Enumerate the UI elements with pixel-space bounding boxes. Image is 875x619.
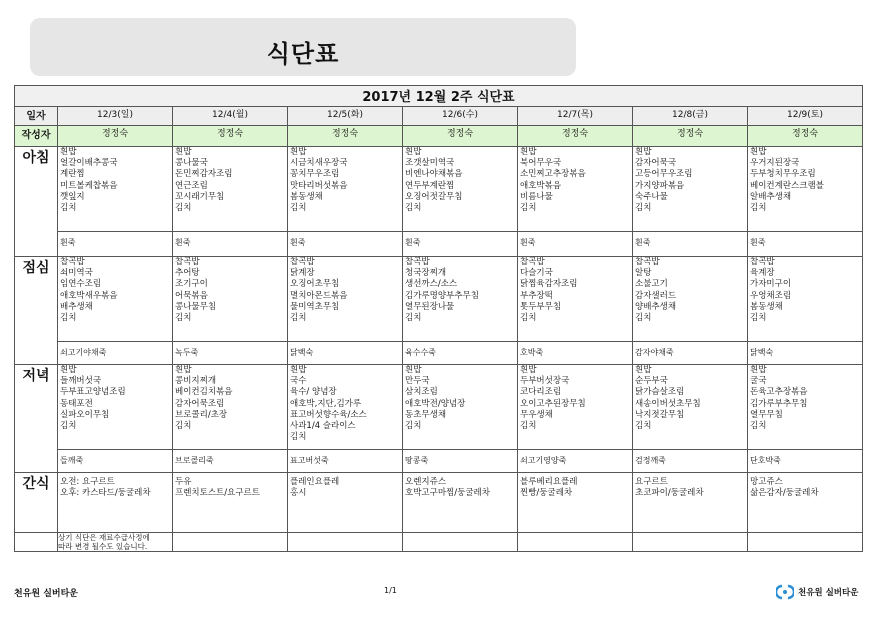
- menu-item: 맛타리버섯볶음: [290, 180, 348, 191]
- snack-cell: [58, 473, 173, 533]
- porridge-cell: 브로콜리죽: [173, 450, 288, 473]
- menu-item: 열무된장나물: [405, 301, 455, 312]
- menu-item: 요구르트: [635, 477, 668, 487]
- footer-org: 천유원 실버타운: [14, 589, 78, 599]
- menu-item: 김치: [635, 313, 652, 324]
- date-cell: 12/6(수): [403, 107, 518, 126]
- menu-item: 김치: [175, 421, 192, 432]
- menu-item: 육계장: [750, 268, 775, 279]
- menu-item: 계란찜: [60, 169, 85, 180]
- menu-cell: [518, 147, 633, 232]
- porridge-cell: 쇠고기영양죽: [518, 450, 633, 473]
- menu-item: 찐빵/둥굴레차: [520, 488, 573, 499]
- menu-item: 김치: [520, 313, 537, 324]
- menu-item: 김치: [60, 203, 77, 214]
- menu-item: 김치: [520, 203, 537, 214]
- menu-item: 국수: [290, 376, 307, 387]
- menu-cell: [288, 365, 403, 450]
- porridge-cell: 들깨죽: [58, 450, 173, 473]
- menu-item: 얼갈이배추콩국: [60, 158, 118, 169]
- note-empty: [288, 533, 403, 552]
- menu-item: 소민찌고추장볶음: [520, 169, 586, 180]
- note-empty: [173, 533, 288, 552]
- menu-item: 김치: [635, 203, 652, 214]
- menu-item: 어묵볶음: [175, 290, 208, 301]
- menu-item: 다슬기국: [520, 268, 553, 279]
- menu-item: 동초무생채: [405, 409, 447, 420]
- menu-item: 부추장떡: [520, 290, 553, 301]
- porridge-cell: 흰죽: [58, 232, 173, 257]
- meal-label-lunch: 점심: [15, 257, 58, 365]
- menu-item: 김치: [405, 421, 422, 432]
- menu-item: 닭계장: [290, 268, 315, 279]
- menu-cell: [748, 257, 863, 342]
- menu-item: 베이컨계란스크램블: [750, 180, 824, 191]
- menu-item: 흰밥: [635, 147, 652, 157]
- menu-item: 김치: [405, 203, 422, 214]
- menu-item: 흰밥: [405, 365, 422, 375]
- menu-item: 김치: [750, 421, 767, 432]
- menu-item: 꽁치무우조림: [290, 169, 340, 180]
- date-cell: 12/5(화): [288, 107, 403, 126]
- menu-item: 콩나물무침: [175, 301, 217, 312]
- table-title: 2017년 12월 2주 식단표: [15, 86, 863, 107]
- menu-item: 흰밥: [750, 147, 767, 157]
- date-cell: 12/7(목): [518, 107, 633, 126]
- menu-item: 김치: [175, 203, 192, 214]
- menu-item: 애호박볶음: [520, 180, 562, 191]
- menu-item: 두부청치무우조림: [750, 169, 816, 180]
- logo-icon: [776, 584, 794, 600]
- menu-item: 두유: [175, 477, 192, 487]
- menu-cell: [288, 147, 403, 232]
- menu-item: 찹곡밥: [175, 257, 200, 267]
- menu-item: 감자어묵국: [635, 158, 677, 169]
- menu-item: 소불고기: [635, 279, 668, 290]
- menu-item: 두부버섯장국: [520, 376, 570, 387]
- menu-item: 생선까스/소스: [405, 279, 458, 290]
- menu-item: 쇠미역국: [60, 268, 93, 279]
- menu-item: 시금치새우장국: [290, 158, 348, 169]
- menu-item: 봄동생채: [290, 191, 323, 202]
- menu-item: 흰밥: [520, 365, 537, 375]
- menu-cell: [58, 365, 173, 450]
- menu-item: 블루베리요플레: [520, 477, 578, 487]
- menu-item: 애호박새우볶음: [60, 290, 118, 301]
- author-cell: 정정숙: [173, 126, 288, 147]
- menu-item: 애호박,지단,김가루: [290, 398, 362, 409]
- menu-item: 감자샐러드: [635, 290, 677, 301]
- date-cell: 12/3(일): [58, 107, 173, 126]
- menu-item: 찹곡밥: [405, 257, 430, 267]
- porridge-cell: 흰죽: [633, 232, 748, 257]
- menu-item: 흰밥: [520, 147, 537, 157]
- menu-item: 오징어초무침: [290, 279, 340, 290]
- menu-item: 톳두부무침: [520, 301, 562, 312]
- snack-cell: [288, 473, 403, 533]
- menu-item: 닭찜육감자조림: [520, 279, 578, 290]
- menu-item: 초코파이/둥굴레차: [635, 488, 704, 499]
- porridge-cell: 표고버섯죽: [288, 450, 403, 473]
- menu-item: 상기 식단은 재료수급사정에: [58, 533, 150, 542]
- menu-item: 낙지젓갈무침: [635, 409, 685, 420]
- dinner-porridge-row: [15, 450, 863, 473]
- menu-item: 우엉채조림: [750, 290, 792, 301]
- snack-cell: [173, 473, 288, 533]
- menu-item: 오전: 요구르트: [60, 477, 115, 487]
- menu-cell: [403, 365, 518, 450]
- note-spacer: [15, 533, 58, 552]
- menu-item: 김치: [520, 421, 537, 432]
- porridge-cell: 쇠고기야채죽: [58, 342, 173, 365]
- menu-item: 김가루부추무침: [750, 398, 808, 409]
- menu-item: 흰밥: [290, 365, 307, 375]
- menu-cell: [518, 365, 633, 450]
- porridge-cell: 호박죽: [518, 342, 633, 365]
- menu-item: 오이고추된장무침: [520, 398, 586, 409]
- porridge-cell: 녹두죽: [173, 342, 288, 365]
- menu-item: 연두부계란찜: [405, 180, 455, 191]
- author-cell: 정정숙: [403, 126, 518, 147]
- menu-item: 찹곡밥: [60, 257, 85, 267]
- porridge-cell: 땅콩죽: [403, 450, 518, 473]
- note-empty: [633, 533, 748, 552]
- menu-item: 열무무침: [750, 409, 783, 420]
- date-header: 일자: [15, 107, 58, 126]
- menu-item: 따라 변경 될수도 있습니다.: [58, 542, 148, 551]
- menu-item: 배추생채: [60, 301, 93, 312]
- note-row: [15, 533, 863, 552]
- menu-item: 조기구이: [175, 279, 208, 290]
- menu-item: 닭가슴살조림: [635, 387, 685, 398]
- menu-item: 알탕: [635, 268, 652, 279]
- menu-item: 멸치아몬드볶음: [290, 290, 348, 301]
- date-row: [15, 107, 863, 126]
- meal-label-breakfast: 아침: [15, 147, 58, 257]
- menu-item: 굴국: [750, 376, 767, 387]
- menu-item: 꼬시래기무침: [175, 191, 225, 202]
- menu-item: 우거지된장국: [750, 158, 800, 169]
- menu-item: 김치: [290, 203, 307, 214]
- menu-cell: [288, 257, 403, 342]
- menu-item: 브로콜리/초장: [175, 409, 228, 420]
- menu-item: 돈민찌감자조림: [175, 169, 233, 180]
- menu-cell: [748, 147, 863, 232]
- menu-item: 찹곡밥: [290, 257, 315, 267]
- menu-item: 육수/ 양념장: [290, 387, 337, 398]
- page-number: 1/1: [384, 586, 397, 595]
- author-cell: 정정숙: [633, 126, 748, 147]
- snack-cell: [403, 473, 518, 533]
- snack-cell: [748, 473, 863, 533]
- menu-item: 오렌지쥬스: [405, 477, 447, 487]
- porridge-cell: 검정깨죽: [633, 450, 748, 473]
- menu-item: 호박고구마찜/둥굴레차: [405, 488, 490, 499]
- snack-cell: [633, 473, 748, 533]
- menu-item: 순두부국: [635, 376, 668, 387]
- menu-item: 김치: [175, 313, 192, 324]
- menu-item: 흰밥: [635, 365, 652, 375]
- menu-item: 오후: 카스타드/둥굴레차: [60, 488, 151, 499]
- menu-item: 실파오이무침: [60, 409, 110, 420]
- menu-item: 흰밥: [60, 365, 77, 375]
- author-cell: 정정숙: [58, 126, 173, 147]
- menu-item: 표고버섯향수육/소스: [290, 409, 367, 420]
- menu-item: 양배추생채: [635, 301, 677, 312]
- porridge-cell: 단호박죽: [748, 450, 863, 473]
- menu-item: 동태포전: [60, 398, 93, 409]
- menu-item: 숙주나물: [635, 191, 668, 202]
- menu-item: 가지양파볶음: [635, 180, 685, 191]
- menu-item: 망고쥬스: [750, 477, 783, 487]
- menu-item: 흰밥: [175, 147, 192, 157]
- breakfast-row: [15, 147, 863, 232]
- menu-item: 돈육고추장볶음: [750, 387, 808, 398]
- date-cell: 12/9(토): [748, 107, 863, 126]
- menu-item: 고등어무우조림: [635, 169, 693, 180]
- porridge-cell: 흰죽: [518, 232, 633, 257]
- menu-item: 북어무우국: [520, 158, 562, 169]
- note-empty: [518, 533, 633, 552]
- menu-item: 찹곡밥: [635, 257, 660, 267]
- menu-item: 김치: [60, 421, 77, 432]
- menu-cell: [518, 257, 633, 342]
- menu-item: 조갯살미역국: [405, 158, 455, 169]
- menu-item: 비름나물: [520, 191, 553, 202]
- menu-cell: [403, 257, 518, 342]
- menu-item: 미트볼케찹볶음: [60, 180, 118, 191]
- menu-item: 오징어젓갈무침: [405, 191, 463, 202]
- menu-item: 두부표고양념조림: [60, 387, 126, 398]
- snack-row: [15, 473, 863, 533]
- menu-item: 들깨버섯국: [60, 376, 102, 387]
- menu-item: 김치: [750, 203, 767, 214]
- footer-logo: [776, 582, 866, 602]
- menu-item: 새송이버섯초무침: [635, 398, 701, 409]
- menu-item: 흰밥: [750, 365, 767, 375]
- menu-item: 콩나물국: [175, 158, 208, 169]
- menu-item: 콩비지찌개: [175, 376, 217, 387]
- menu-item: 흰밥: [175, 365, 192, 375]
- menu-cell: [633, 257, 748, 342]
- menu-cell: [58, 257, 173, 342]
- dinner-row: [15, 365, 863, 450]
- lunch-row: [15, 257, 863, 342]
- menu-item: 김치: [750, 313, 767, 324]
- date-cell: 12/4(월): [173, 107, 288, 126]
- menu-item: 연근조림: [175, 180, 208, 191]
- porridge-cell: 감자야채죽: [633, 342, 748, 365]
- menu-cell: [173, 365, 288, 450]
- menu-cell: [403, 147, 518, 232]
- menu-item: 홍시: [290, 488, 307, 499]
- porridge-cell: 흰죽: [173, 232, 288, 257]
- porridge-cell: 흰죽: [288, 232, 403, 257]
- meal-label-dinner: 저녁: [15, 365, 58, 473]
- menu-item: 무우생채: [520, 409, 553, 420]
- menu-item: 사과1/4 슬라이스: [290, 421, 356, 432]
- menu-item: 찹곡밥: [520, 257, 545, 267]
- menu-item: 봄동생채: [750, 301, 783, 312]
- menu-item: 깻잎지: [60, 191, 85, 202]
- menu-cell: [58, 147, 173, 232]
- porridge-cell: 흰죽: [403, 232, 518, 257]
- porridge-cell: 닭백숙: [288, 342, 403, 365]
- menu-item: 애호박전/양념장: [405, 398, 466, 409]
- page-title: 식단표: [266, 40, 340, 68]
- menu-item: 청국장찌개: [405, 268, 447, 279]
- menu-item: 흰밥: [290, 147, 307, 157]
- snack-cell: [518, 473, 633, 533]
- menu-item: 찹곡밥: [750, 257, 775, 267]
- menu-item: 프렌치토스트/요구르트: [175, 488, 260, 499]
- menu-item: 흰밥: [60, 147, 77, 157]
- meal-label-snack: 간식: [15, 473, 58, 533]
- menu-item: 알배추생채: [750, 191, 792, 202]
- menu-item: 김치: [60, 313, 77, 324]
- author-cell: 정정숙: [518, 126, 633, 147]
- menu-item: 베이컨김치볶음: [175, 387, 233, 398]
- author-cell: 정정숙: [288, 126, 403, 147]
- menu-item: 김치: [635, 421, 652, 432]
- author-row: [15, 126, 863, 147]
- menu-item: 삼치조림: [405, 387, 438, 398]
- porridge-cell: 흰죽: [748, 232, 863, 257]
- menu-cell: [633, 365, 748, 450]
- menu-table: [14, 85, 863, 552]
- menu-item: 김가루명양부추무침: [405, 290, 479, 301]
- menu-item: 임연수조림: [60, 279, 102, 290]
- author-cell: 정정숙: [748, 126, 863, 147]
- menu-cell: [748, 365, 863, 450]
- menu-cell: [173, 257, 288, 342]
- menu-item: 김치: [405, 313, 422, 324]
- menu-cell: [173, 147, 288, 232]
- menu-item: 비엔나야채볶음: [405, 169, 463, 180]
- menu-cell: [633, 147, 748, 232]
- menu-item: 추어탕: [175, 268, 200, 279]
- page-title-box: [30, 18, 576, 76]
- table-title-row: [15, 86, 863, 107]
- note-empty: [403, 533, 518, 552]
- menu-item: 물미역초무침: [290, 301, 340, 312]
- note-text: [58, 533, 173, 552]
- porridge-cell: 닭백숙: [748, 342, 863, 365]
- menu-item: 가자미구이: [750, 279, 792, 290]
- date-cell: 12/8(금): [633, 107, 748, 126]
- menu-item: 김치: [290, 432, 307, 443]
- porridge-cell: 육수수죽: [403, 342, 518, 365]
- lunch-porridge-row: [15, 342, 863, 365]
- menu-item: 김치: [290, 313, 307, 324]
- menu-item: 플레인요플레: [290, 477, 340, 487]
- author-header: 작성자: [15, 126, 58, 147]
- menu-item: 흰밥: [405, 147, 422, 157]
- logo-text: 천유원 실버타운: [798, 588, 859, 598]
- menu-item: 만두국: [405, 376, 430, 387]
- menu-item: 감자어묵조림: [175, 398, 225, 409]
- note-empty: [748, 533, 863, 552]
- menu-item: 코다리조림: [520, 387, 562, 398]
- menu-item: 삶은감자/둥굴레차: [750, 488, 819, 499]
- breakfast-porridge-row: [15, 232, 863, 257]
